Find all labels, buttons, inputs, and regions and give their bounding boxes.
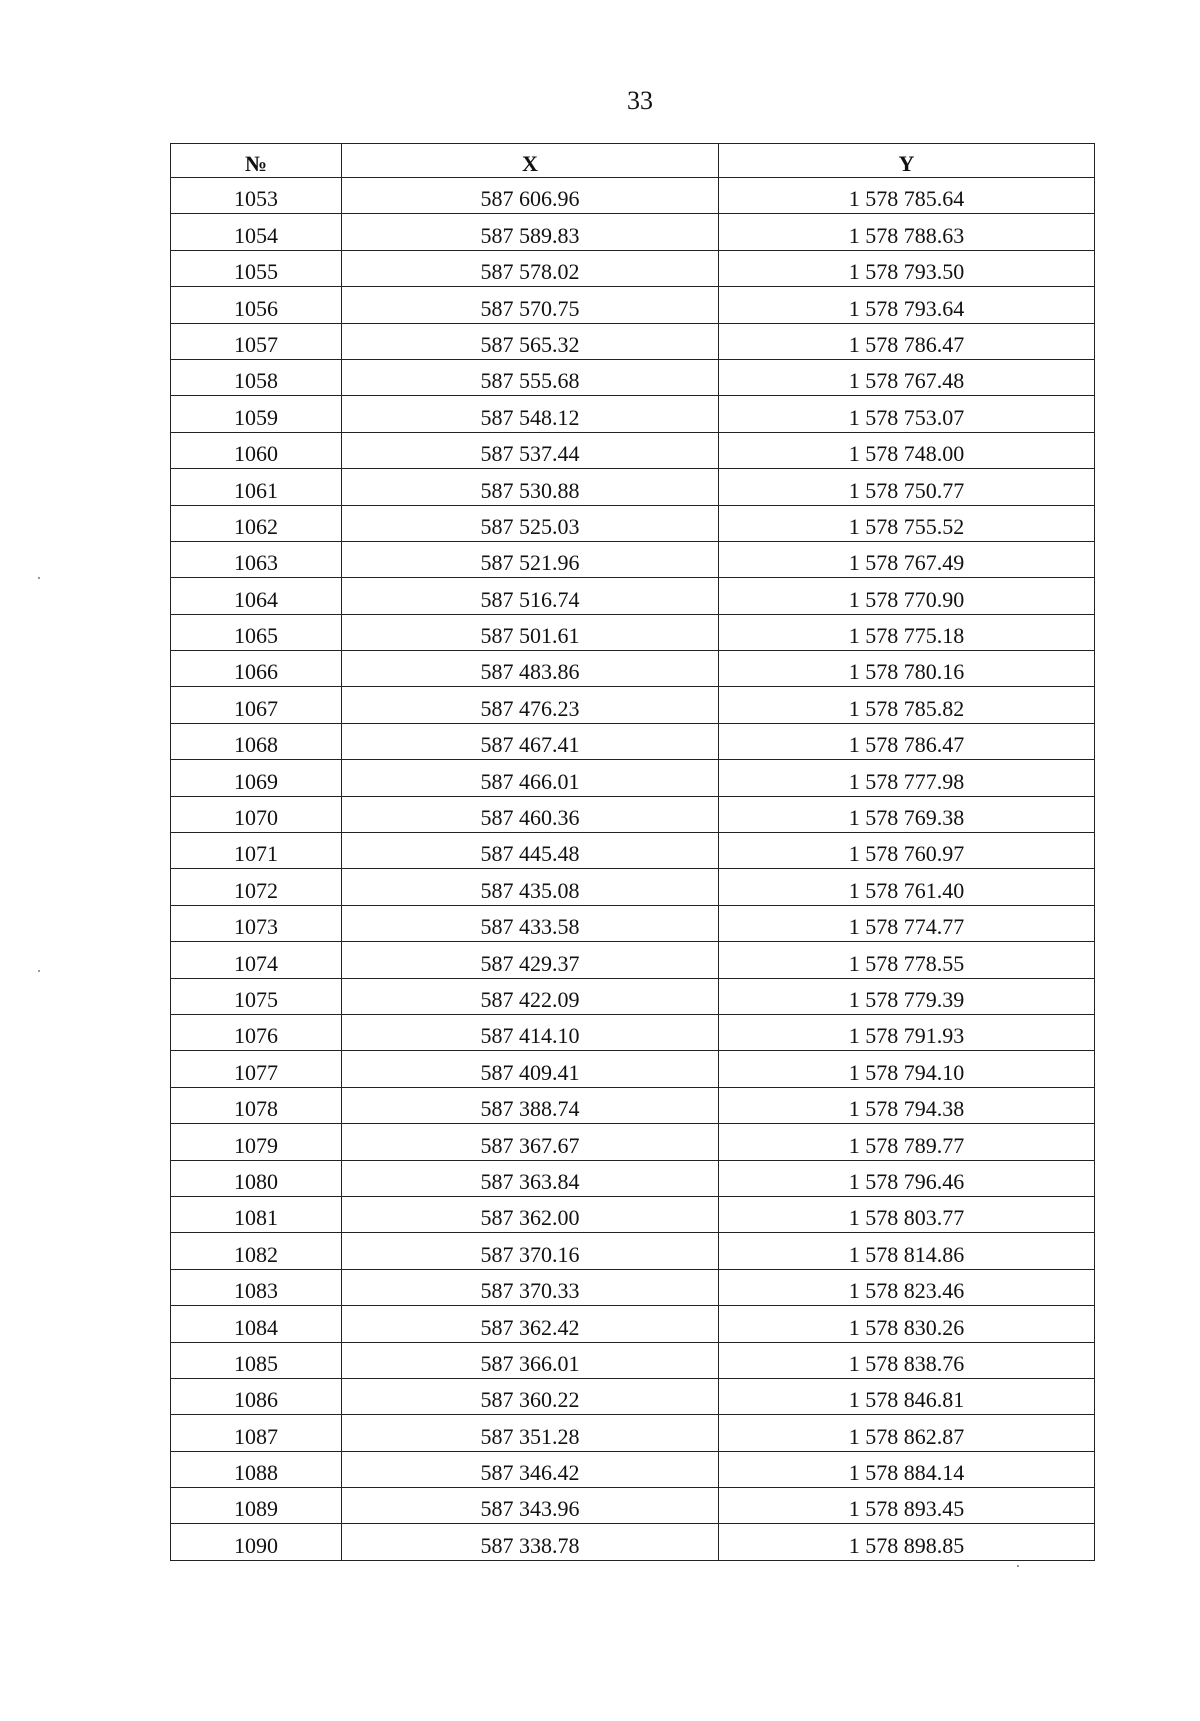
table-body	[171, 178, 1095, 1561]
cell-number: 1075	[171, 978, 342, 1014]
cell-y: 1 578 769.38	[719, 796, 1095, 832]
table-row	[171, 287, 1095, 323]
cell-number: 1087	[171, 1415, 342, 1451]
column-header-x: X	[342, 144, 719, 178]
cell-x: 587 548.12	[342, 396, 719, 432]
table-row	[171, 178, 1095, 214]
cell-number: 1057	[171, 323, 342, 359]
cell-x: 587 466.01	[342, 760, 719, 796]
cell-number: 1079	[171, 1124, 342, 1160]
cell-number: 1086	[171, 1378, 342, 1414]
cell-y: 1 578 760.97	[719, 833, 1095, 869]
cell-number: 1063	[171, 541, 342, 577]
cell-x: 587 525.03	[342, 505, 719, 541]
cell-y: 1 578 814.86	[719, 1233, 1095, 1269]
column-header-y: Y	[719, 144, 1095, 178]
table-row	[171, 1306, 1095, 1342]
cell-number: 1078	[171, 1087, 342, 1123]
cell-number: 1067	[171, 687, 342, 723]
table-row	[171, 541, 1095, 577]
cell-y: 1 578 884.14	[719, 1451, 1095, 1487]
cell-x: 587 370.33	[342, 1269, 719, 1305]
table-row	[171, 687, 1095, 723]
cell-x: 587 530.88	[342, 469, 719, 505]
table-row	[171, 1524, 1095, 1560]
cell-number: 1090	[171, 1524, 342, 1560]
table-row	[171, 1451, 1095, 1487]
cell-y: 1 578 786.47	[719, 323, 1095, 359]
cell-number: 1069	[171, 760, 342, 796]
cell-y: 1 578 774.77	[719, 905, 1095, 941]
cell-x: 587 501.61	[342, 614, 719, 650]
table-row	[171, 978, 1095, 1014]
cell-y: 1 578 838.76	[719, 1342, 1095, 1378]
cell-y: 1 578 898.85	[719, 1524, 1095, 1560]
cell-x: 587 343.96	[342, 1488, 719, 1524]
cell-y: 1 578 755.52	[719, 505, 1095, 541]
cell-y: 1 578 779.39	[719, 978, 1095, 1014]
cell-y: 1 578 788.63	[719, 214, 1095, 250]
table-row	[171, 1014, 1095, 1050]
cell-y: 1 578 793.50	[719, 250, 1095, 286]
cell-x: 587 422.09	[342, 978, 719, 1014]
cell-x: 587 578.02	[342, 250, 719, 286]
cell-x: 587 460.36	[342, 796, 719, 832]
cell-number: 1054	[171, 214, 342, 250]
coordinates-table	[170, 143, 1095, 1561]
cell-x: 587 409.41	[342, 1051, 719, 1087]
cell-x: 587 537.44	[342, 432, 719, 468]
cell-x: 587 445.48	[342, 833, 719, 869]
cell-y: 1 578 761.40	[719, 869, 1095, 905]
cell-x: 587 351.28	[342, 1415, 719, 1451]
table-row	[171, 359, 1095, 395]
cell-x: 587 346.42	[342, 1451, 719, 1487]
table-row	[171, 651, 1095, 687]
table-row	[171, 323, 1095, 359]
cell-y: 1 578 750.77	[719, 469, 1095, 505]
cell-number: 1073	[171, 905, 342, 941]
cell-number: 1062	[171, 505, 342, 541]
cell-x: 587 565.32	[342, 323, 719, 359]
table-row	[171, 1378, 1095, 1414]
cell-x: 587 483.86	[342, 651, 719, 687]
cell-number: 1088	[171, 1451, 342, 1487]
page-number: 33	[627, 86, 653, 115]
cell-number: 1055	[171, 250, 342, 286]
table-row	[171, 942, 1095, 978]
cell-y: 1 578 794.38	[719, 1087, 1095, 1123]
table-row	[171, 432, 1095, 468]
cell-number: 1077	[171, 1051, 342, 1087]
cell-number: 1085	[171, 1342, 342, 1378]
cell-number: 1058	[171, 359, 342, 395]
cell-y: 1 578 823.46	[719, 1269, 1095, 1305]
table-row	[171, 1342, 1095, 1378]
cell-y: 1 578 793.64	[719, 287, 1095, 323]
cell-y: 1 578 791.93	[719, 1014, 1095, 1050]
scan-speck	[38, 970, 40, 972]
cell-y: 1 578 893.45	[719, 1488, 1095, 1524]
cell-x: 587 589.83	[342, 214, 719, 250]
cell-x: 587 467.41	[342, 723, 719, 759]
table-row	[171, 614, 1095, 650]
table-row	[171, 469, 1095, 505]
cell-y: 1 578 753.07	[719, 396, 1095, 432]
scan-speck	[1017, 1565, 1019, 1567]
table-row	[171, 1233, 1095, 1269]
cell-x: 587 555.68	[342, 359, 719, 395]
table-row	[171, 1415, 1095, 1451]
cell-y: 1 578 789.77	[719, 1124, 1095, 1160]
table-row	[171, 796, 1095, 832]
table-row	[171, 214, 1095, 250]
cell-y: 1 578 778.55	[719, 942, 1095, 978]
cell-x: 587 366.01	[342, 1342, 719, 1378]
cell-number: 1053	[171, 178, 342, 214]
table-row	[171, 1160, 1095, 1196]
cell-number: 1065	[171, 614, 342, 650]
cell-number: 1074	[171, 942, 342, 978]
table-header-row	[171, 144, 1095, 178]
cell-number: 1056	[171, 287, 342, 323]
cell-y: 1 578 846.81	[719, 1378, 1095, 1414]
cell-number: 1082	[171, 1233, 342, 1269]
cell-number: 1084	[171, 1306, 342, 1342]
table-row	[171, 760, 1095, 796]
cell-x: 587 362.00	[342, 1196, 719, 1232]
cell-y: 1 578 770.90	[719, 578, 1095, 614]
cell-y: 1 578 796.46	[719, 1160, 1095, 1196]
table-row	[171, 833, 1095, 869]
scan-speck	[38, 577, 40, 579]
cell-number: 1072	[171, 869, 342, 905]
table-row	[171, 396, 1095, 432]
cell-number: 1068	[171, 723, 342, 759]
column-header-number: №	[171, 144, 342, 178]
cell-number: 1060	[171, 432, 342, 468]
table-row	[171, 1051, 1095, 1087]
cell-y: 1 578 830.26	[719, 1306, 1095, 1342]
cell-y: 1 578 767.48	[719, 359, 1095, 395]
cell-x: 587 433.58	[342, 905, 719, 941]
cell-x: 587 516.74	[342, 578, 719, 614]
cell-y: 1 578 785.82	[719, 687, 1095, 723]
cell-number: 1083	[171, 1269, 342, 1305]
table-row	[171, 578, 1095, 614]
cell-x: 587 362.42	[342, 1306, 719, 1342]
cell-number: 1059	[171, 396, 342, 432]
table-row	[171, 1196, 1095, 1232]
cell-number: 1070	[171, 796, 342, 832]
table-row	[171, 1269, 1095, 1305]
cell-number: 1081	[171, 1196, 342, 1232]
cell-y: 1 578 794.10	[719, 1051, 1095, 1087]
cell-x: 587 360.22	[342, 1378, 719, 1414]
table-row	[171, 723, 1095, 759]
table-row	[171, 1087, 1095, 1123]
cell-x: 587 370.16	[342, 1233, 719, 1269]
table-row	[171, 905, 1095, 941]
cell-x: 587 476.23	[342, 687, 719, 723]
cell-x: 587 388.74	[342, 1087, 719, 1123]
table-row	[171, 1488, 1095, 1524]
table-row	[171, 505, 1095, 541]
cell-number: 1080	[171, 1160, 342, 1196]
cell-number: 1071	[171, 833, 342, 869]
cell-x: 587 570.75	[342, 287, 719, 323]
cell-y: 1 578 780.16	[719, 651, 1095, 687]
cell-x: 587 414.10	[342, 1014, 719, 1050]
table-row	[171, 1124, 1095, 1160]
cell-x: 587 367.67	[342, 1124, 719, 1160]
cell-y: 1 578 775.18	[719, 614, 1095, 650]
cell-y: 1 578 862.87	[719, 1415, 1095, 1451]
cell-x: 587 338.78	[342, 1524, 719, 1560]
cell-y: 1 578 767.49	[719, 541, 1095, 577]
cell-x: 587 521.96	[342, 541, 719, 577]
cell-y: 1 578 786.47	[719, 723, 1095, 759]
cell-number: 1089	[171, 1488, 342, 1524]
cell-number: 1066	[171, 651, 342, 687]
cell-x: 587 606.96	[342, 178, 719, 214]
cell-y: 1 578 777.98	[719, 760, 1095, 796]
cell-number: 1064	[171, 578, 342, 614]
cell-number: 1076	[171, 1014, 342, 1050]
cell-x: 587 435.08	[342, 869, 719, 905]
cell-y: 1 578 785.64	[719, 178, 1095, 214]
table-row	[171, 250, 1095, 286]
cell-x: 587 363.84	[342, 1160, 719, 1196]
cell-y: 1 578 803.77	[719, 1196, 1095, 1232]
cell-number: 1061	[171, 469, 342, 505]
cell-y: 1 578 748.00	[719, 432, 1095, 468]
cell-x: 587 429.37	[342, 942, 719, 978]
table-row	[171, 869, 1095, 905]
